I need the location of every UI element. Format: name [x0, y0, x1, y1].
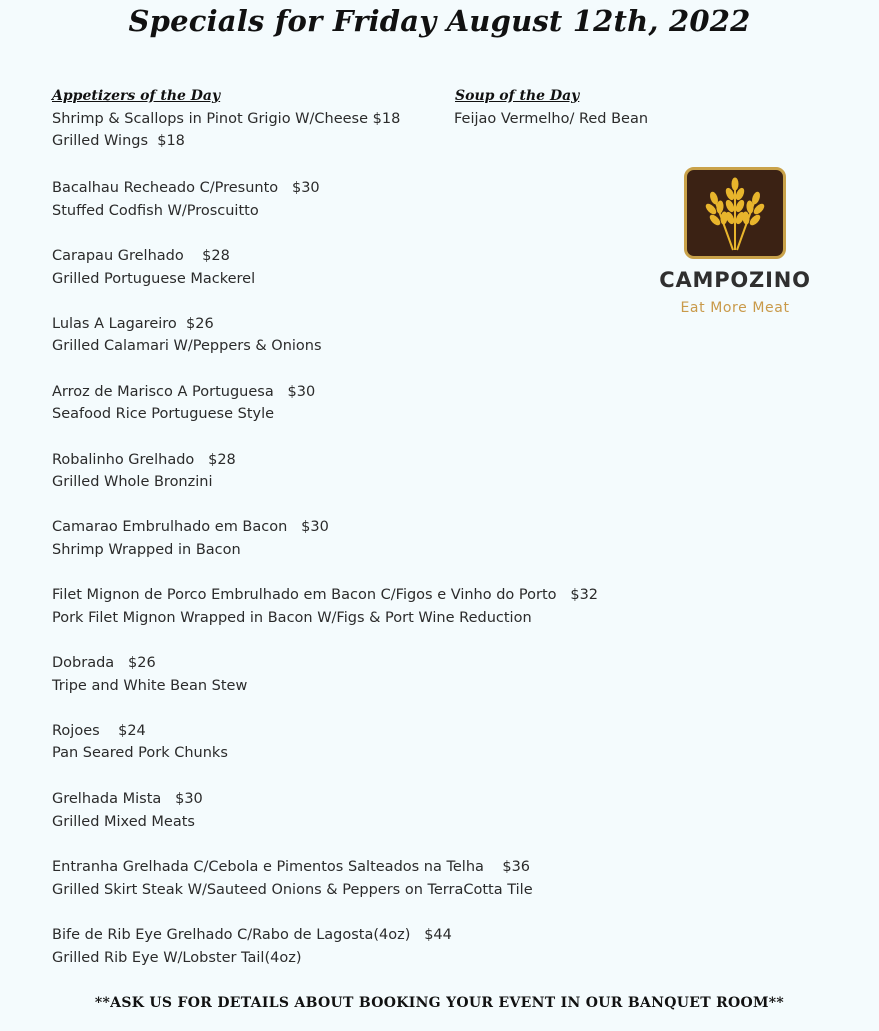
soup-heading: Soup of the Day	[455, 88, 580, 104]
menu-item-10-title: Rojoes $24	[52, 723, 146, 739]
appetizers-heading: Appetizers of the Day	[52, 88, 221, 104]
menu-item-7-title: Camarao Embrulhado em Bacon $30	[52, 519, 329, 535]
menu-item-5-desc: Seafood Rice Portuguese Style	[52, 406, 275, 422]
menu-item-8-desc: Pork Filet Mignon Wrapped in Bacon W/Figs & Port Wine Reduction	[52, 610, 532, 626]
menu-item-7-desc: Shrimp Wrapped in Bacon	[52, 542, 241, 558]
menu-item-11-title: Grelhada Mista $30	[52, 791, 203, 807]
menu-item-9-title: Dobrada $26	[52, 655, 156, 671]
menu-item-5-title: Arroz de Marisco A Portuguesa $30	[52, 384, 316, 400]
menu-item-11-desc: Grilled Mixed Meats	[52, 814, 195, 830]
logo-name: CAMPOZINO	[659, 268, 811, 292]
menu-item-9-desc: Tripe and White Bean Stew	[52, 678, 248, 694]
logo-emblem	[684, 167, 786, 259]
logo-tagline: Eat More Meat	[680, 300, 790, 316]
menu-item-1-desc: Grilled Wings $18	[52, 133, 185, 149]
menu-item-2-desc: Stuffed Codfish W/Proscuitto	[52, 203, 259, 219]
page-title: Specials for Friday August 12th, 2022	[128, 4, 751, 38]
menu-item-8-title: Filet Mignon de Porco Embrulhado em Bacon C/Figos e Vinho do Porto $32	[52, 587, 599, 603]
menu-item-6-desc: Grilled Whole Bronzini	[52, 474, 213, 490]
menu-item-13-desc: Grilled Rib Eye W/Lobster Tail(4oz)	[52, 950, 302, 966]
wheat-icon	[687, 170, 783, 256]
menu-item-12-desc: Grilled Skirt Steak W/Sauteed Onions & Peppers on TerraCotta Tile	[52, 882, 533, 898]
banquet-notice: **ASK US FOR DETAILS ABOUT BOOKING YOUR EVENT IN OUR BANQUET ROOM**	[94, 995, 785, 1011]
menu-item-1-title: Shrimp & Scallops in Pinot Grigio W/Cheese $18	[52, 111, 401, 127]
menu-item-4-desc: Grilled Calamari W/Peppers & Onions	[52, 338, 322, 354]
menu-item-13-title: Bife de Rib Eye Grelhado C/Rabo de Lagosta(4oz) $44	[52, 927, 452, 943]
menu-item-10-desc: Pan Seared Pork Chunks	[52, 745, 228, 761]
menu-item-4-title: Lulas A Lagareiro $26	[52, 316, 214, 332]
menu-item-6-title: Robalinho Grelhado $28	[52, 452, 236, 468]
menu-item-3-title: Carapau Grelhado $28	[52, 248, 230, 264]
campozino-logo	[644, 167, 826, 327]
menu-item-12-title: Entranha Grelhada C/Cebola e Pimentos Salteados na Telha $36	[52, 859, 531, 875]
menu-item-3-desc: Grilled Portuguese Mackerel	[52, 271, 256, 287]
soup-of-the-day: Feijao Vermelho/ Red Bean	[454, 111, 649, 127]
menu-item-2-title: Bacalhau Recheado C/Presunto $30	[52, 180, 320, 196]
